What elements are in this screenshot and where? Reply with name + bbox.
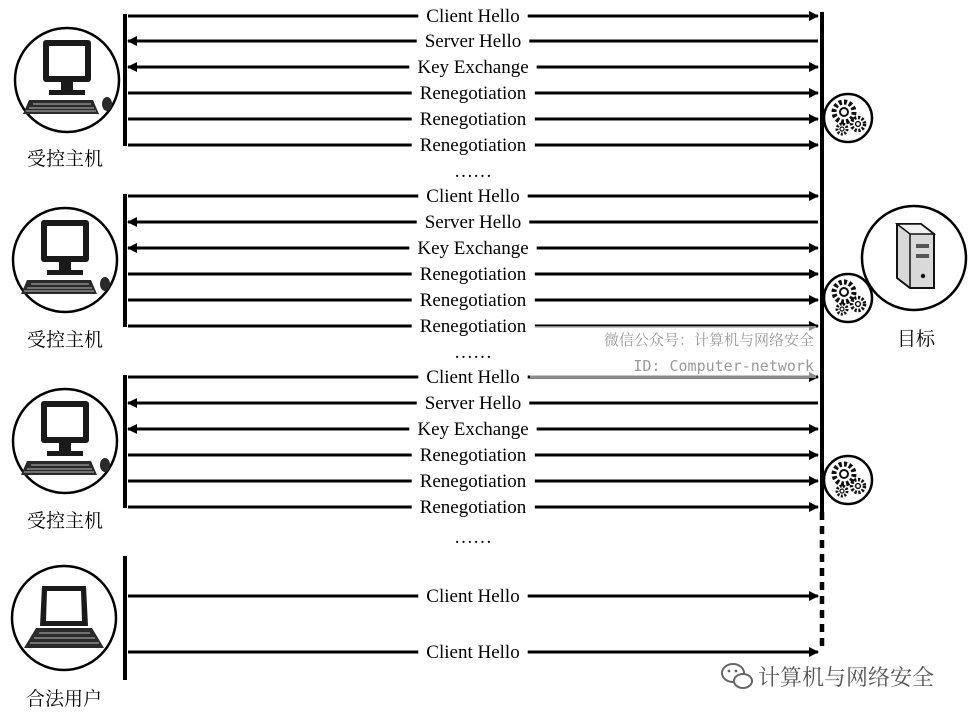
gear-icon bbox=[824, 456, 872, 504]
target-label: 目标 bbox=[896, 328, 936, 350]
message-label: Client Hello bbox=[426, 6, 520, 27]
host-1-label: 受控主机 bbox=[26, 148, 104, 170]
message-label: Client Hello bbox=[426, 586, 520, 607]
message-label: Client Hello bbox=[426, 367, 520, 388]
message-label: Renegotiation bbox=[419, 290, 527, 311]
message-label: Renegotiation bbox=[419, 445, 527, 466]
ellipsis: …… bbox=[454, 527, 492, 548]
ellipsis: …… bbox=[454, 342, 492, 363]
message-label: Renegotiation bbox=[419, 497, 527, 518]
desktop-computer-icon bbox=[13, 389, 117, 493]
user-label: 合法用户 bbox=[25, 688, 103, 710]
laptop-computer-icon bbox=[12, 566, 116, 670]
gear-icon bbox=[824, 274, 872, 322]
desktop-computer-icon bbox=[13, 208, 117, 312]
message-label: Renegotiation bbox=[419, 135, 527, 156]
message-label: Renegotiation bbox=[419, 109, 527, 130]
brand-watermark: 计算机与网络安全 bbox=[758, 666, 935, 691]
message-label: Key Exchange bbox=[417, 419, 529, 440]
message-label: Key Exchange bbox=[417, 238, 529, 259]
message-label: Renegotiation bbox=[419, 83, 527, 104]
host-3-label: 受控主机 bbox=[26, 510, 104, 532]
ellipsis: …… bbox=[454, 161, 492, 182]
message-label: Server Hello bbox=[424, 212, 522, 233]
message-label: Client Hello bbox=[426, 186, 520, 207]
wechat-icon bbox=[722, 664, 752, 688]
message-label: Key Exchange bbox=[417, 57, 529, 78]
server-icon bbox=[862, 206, 966, 310]
message-label: Renegotiation bbox=[419, 471, 527, 492]
message-label: Server Hello bbox=[424, 393, 522, 414]
message-label: Renegotiation bbox=[419, 264, 527, 285]
gear-icon bbox=[824, 94, 872, 142]
message-label: Renegotiation bbox=[419, 316, 527, 337]
message-label: Client Hello bbox=[426, 642, 520, 663]
host-2-label: 受控主机 bbox=[26, 329, 104, 351]
desktop-computer-icon bbox=[15, 28, 119, 132]
message-label: Server Hello bbox=[424, 31, 522, 52]
watermark-line-2: ID: Computer-network bbox=[633, 357, 814, 375]
watermark-line-1: 微信公众号：计算机与网络安全 bbox=[603, 331, 814, 349]
